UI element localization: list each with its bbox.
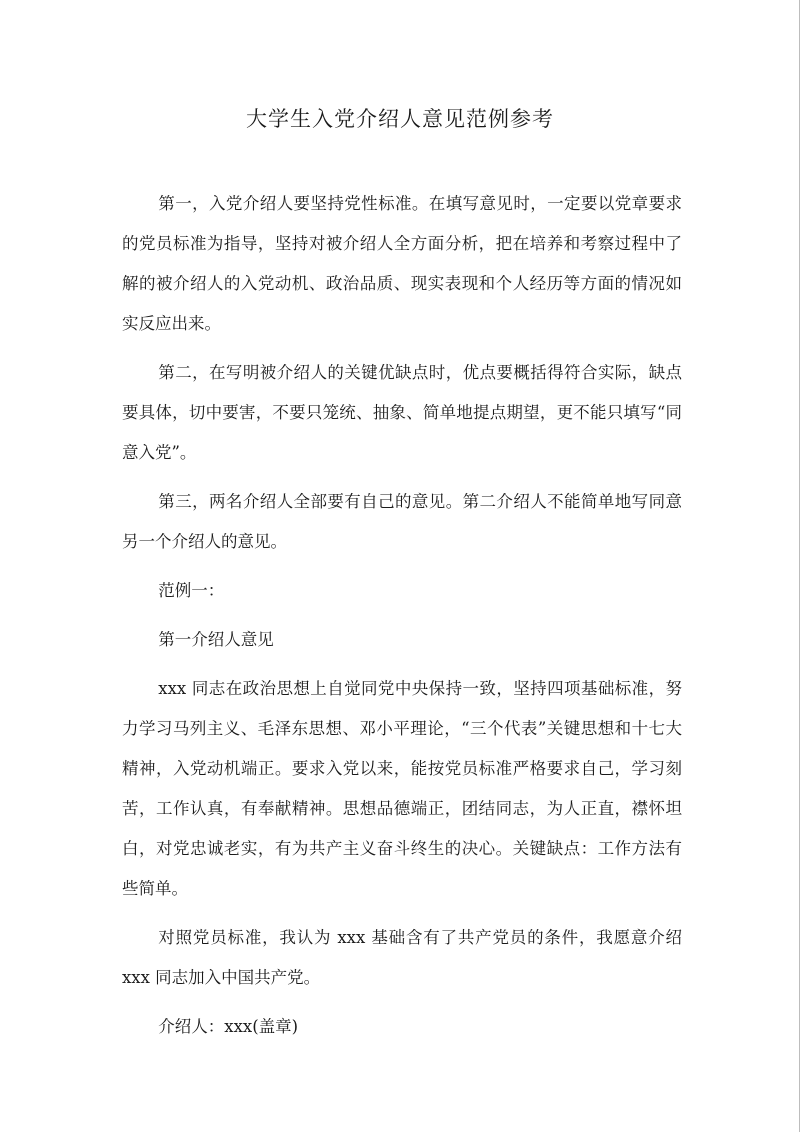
first-introducer-opinion: xxx 同志在政治思想上自觉同党中央保持一致，坚持四项基础标准，努力学习马列主义、毛泽东思想、邓小平理论，“三个代表”关键思想和十七大精神，入党动机端正。要求入党以来，能按党员标准严格要求自己，学习刻苦，工作认真，有奉献精神。思想品德端正，团结同志，为人正直，襟怀坦白，对党忠诚老实，有为共产主义奋斗终生的决心。关键缺点：工作方法有些简单。 [122,679,682,898]
introducer-signature: 介绍人：xxx(盖章) [158,1017,299,1036]
paragraph-principle-3: 第三，两名介绍人全部要有自己的意见。第二介绍人不能简单地写同意另一个介绍人的意见。 [122,492,682,551]
document-body [122,184,682,1047]
document-title: 大学生入党介绍人意见范例参考 [246,107,554,131]
example-heading: 范例一： [158,581,225,600]
paragraph-principle-2: 第二，在写明被介绍人的关键优缺点时，优点要概括得符合实际，缺点要具体，切中要害，不要只笼统、抽象、简单地提点期望，更不能只填写“同意入党”。 [122,363,682,462]
first-introducer-heading: 第一介绍人意见 [158,630,274,649]
recommendation-paragraph: 对照党员标准，我认为 xxx 基础含有了共产党员的条件，我愿意介绍 xxx 同志加入中国共产党。 [122,928,682,987]
paragraph-principle-1: 第一，入党介绍人要坚持党性标准。在填写意见时，一定要以党章要求的党员标准为指导，坚持对被介绍人全方面分析，把在培养和考察过程中了解的被介绍人的入党动机、政治品质、现实表现和个人经历等方面的情况如实反应出来。 [122,194,682,333]
